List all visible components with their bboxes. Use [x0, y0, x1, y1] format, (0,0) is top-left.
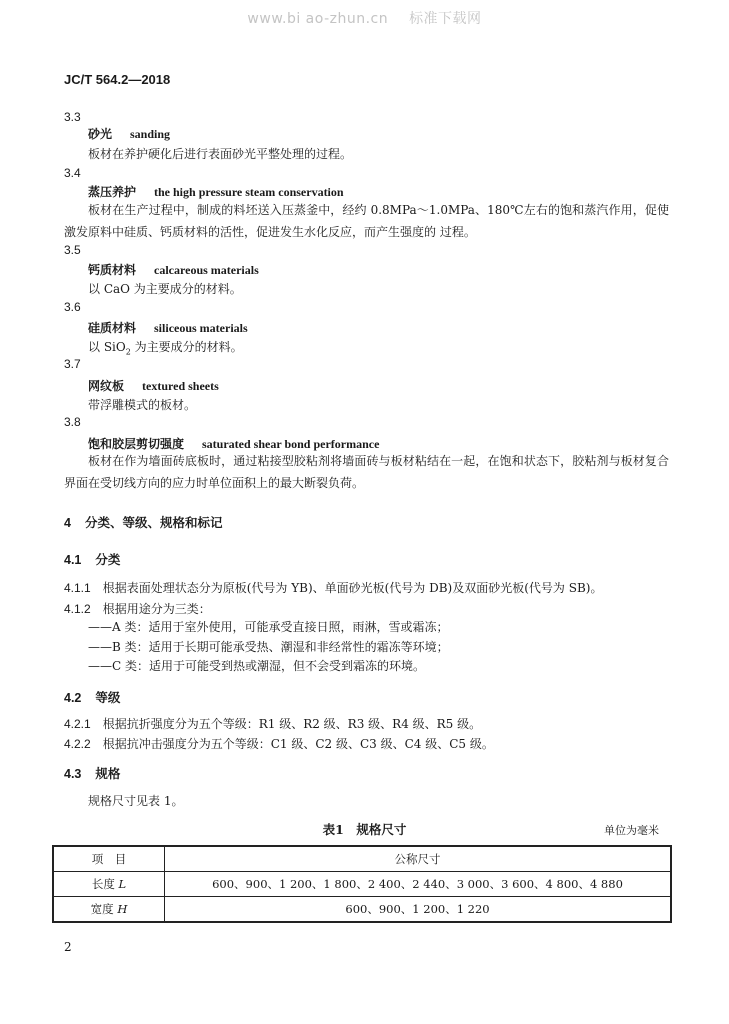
term-definition: 以 CaO 为主要成分的材料。: [88, 282, 242, 296]
section-number: 4.1: [64, 553, 82, 567]
table-unit: 单位为毫米: [604, 824, 659, 837]
label-text: 宽度: [90, 902, 118, 916]
clause-body: 根据抗折强度分为五个等级：R1 级、R2 级、R3 级、R4 级、R5 级。: [102, 717, 482, 731]
watermark-site: 标准下载网: [409, 11, 482, 27]
section-title: 分类、等级、规格和标记: [84, 515, 223, 530]
term-zh: 硅质材料: [88, 321, 137, 335]
watermark-url: www.bi ao-zhun.cn: [247, 11, 389, 27]
clause-text: [64, 735, 494, 752]
list-item: ——B 类：适用于长期可能承受热、潮湿和非经常性的霜冻等环境；: [88, 640, 449, 654]
clause-number: 3.8: [64, 415, 81, 429]
def-text: 以 SiO: [88, 340, 126, 354]
term-zh: 饱和胶层剪切强度: [88, 437, 185, 451]
watermark: [0, 8, 729, 28]
list-item: ——A 类：适用于室外使用，可能承受直接日照，雨淋，雪或霜冻；: [88, 620, 449, 634]
row-label: [53, 872, 165, 897]
term-zh: 砂光: [88, 127, 113, 141]
term-zh: 网纹板: [88, 379, 125, 393]
row-value: 600、900、1 200、1 800、2 400、2 440、3 000、3 600、4 800、4 880: [165, 872, 672, 897]
row-value: 600、900、1 200、1 220: [165, 897, 672, 923]
section-title: 等级: [95, 690, 121, 705]
def-text: 为主要成分的材料。: [130, 340, 243, 354]
paragraph: 规格尺寸见表 1。: [88, 794, 184, 808]
section-number: 4.3: [64, 767, 82, 781]
clause-number: 3.6: [64, 300, 81, 314]
section-number: 4: [64, 516, 71, 530]
term-heading: [88, 125, 170, 142]
section-heading: [64, 688, 120, 706]
section-title: 分类: [95, 552, 121, 567]
term-en: calcareous materials: [154, 263, 259, 277]
clause-number: 4.2.1: [64, 717, 91, 731]
term-definition: 板材在作为墙面砖底板时，通过粘接型胶粘剂将墙面砖与板材粘结在一起，在饱和状态下，胶粘剂与板材复合界面在受切线方向的应力时单位面积上的最大断裂负荷。: [64, 454, 669, 490]
clause-number: 4.1.2: [64, 602, 91, 616]
term-en: the high pressure steam conservation: [154, 185, 344, 199]
clause-number: 4.1.1: [64, 581, 91, 595]
clause-body: 根据用途分为三类：: [102, 602, 211, 616]
term-heading: [88, 183, 344, 200]
header-cell: 项 目: [53, 846, 165, 872]
term-zh: 蒸压养护: [88, 185, 137, 199]
section-heading: [64, 513, 222, 531]
term-definition: 带浮雕模式的板材。: [88, 398, 197, 412]
clause-number: 3.4: [64, 166, 81, 180]
clause-body: 根据抗冲击强度分为五个等级：C1 级、C2 级、C3 级、C4 级、C5 级。: [102, 737, 494, 751]
table-title: 表1 规格尺寸: [322, 822, 407, 837]
term-definition: 板材在生产过程中，制成的料坯送入压蒸釜中，经约 0.8MPa～1.0MPa、180℃左右的饱和蒸汽作用，促使激发原料中硅质、钙质材料的活性，促进发生水化反应，而产生强度的 过程。: [64, 203, 669, 239]
term-heading: [88, 377, 219, 394]
list-item: ——C 类：适用于可能受到热或潮湿，但不会受到霜冻的环境。: [88, 659, 425, 673]
clause-number: 3.7: [64, 357, 81, 371]
label-variable: H: [117, 902, 128, 916]
term-heading: [88, 261, 259, 278]
clause-number: 3.3: [64, 110, 81, 124]
header-cell: 公称尺寸: [165, 846, 672, 872]
term-zh: 钙质材料: [88, 263, 137, 277]
section-heading: [64, 764, 120, 782]
row-label: [53, 897, 165, 923]
term-en: siliceous materials: [154, 321, 248, 335]
clause-text: [64, 715, 481, 732]
term-definition: [88, 338, 243, 356]
clause-text: [64, 579, 602, 596]
clause-text: [64, 600, 211, 617]
clause-number: 4.2.2: [64, 737, 91, 751]
term-en: sanding: [130, 127, 171, 141]
page-number: 2: [64, 940, 72, 954]
table-row: [53, 872, 671, 897]
clause-number: 3.5: [64, 243, 81, 257]
term-en: textured sheets: [142, 379, 219, 393]
document-number: JC/T 564.2—2018: [64, 72, 171, 87]
clause-body: 根据表面处理状态分为原板(代号为 YB)、单面砂光板(代号为 DB)及双面砂光板(代号为 SB)。: [102, 581, 603, 595]
label-text: 长度: [91, 877, 119, 891]
spec-table: [52, 845, 672, 923]
table-row: [53, 897, 671, 923]
term-definition: 板材在养护硬化后进行表面砂光平整处理的过程。: [88, 147, 353, 161]
section-heading: [64, 550, 120, 568]
term-heading: [88, 319, 248, 336]
subscript: 2: [125, 347, 131, 357]
label-variable: L: [118, 877, 127, 891]
section-number: 4.2: [64, 691, 82, 705]
table-header-row: [53, 846, 671, 872]
section-title: 规格: [95, 766, 121, 781]
term-en: saturated shear bond performance: [202, 437, 380, 451]
